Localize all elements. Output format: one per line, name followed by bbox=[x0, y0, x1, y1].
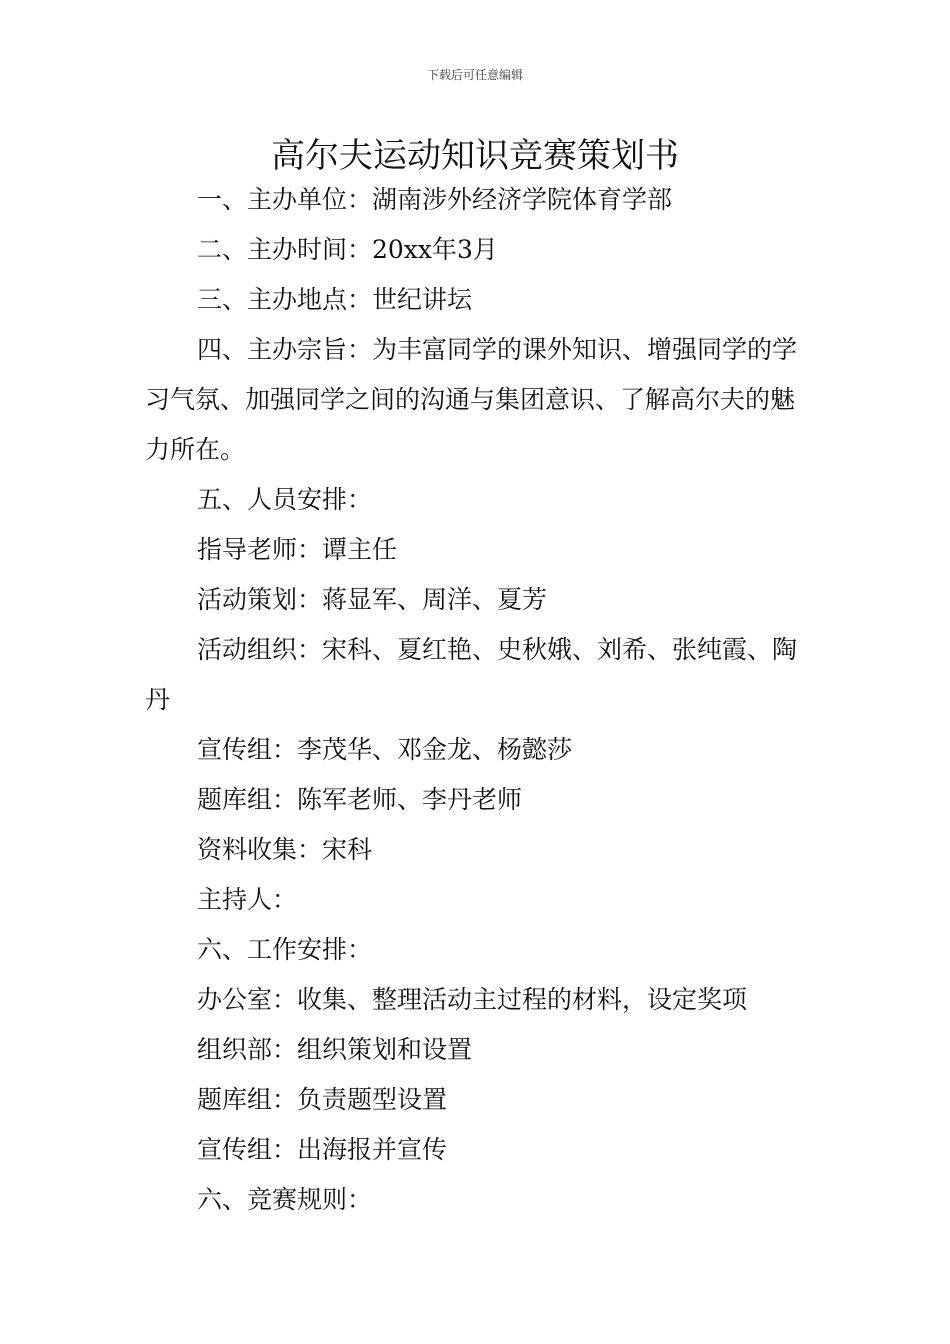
section-work-arrangement: 六、工作安排： bbox=[197, 935, 373, 964]
work-question-bank: 题库组：负责题型设置 bbox=[197, 1085, 448, 1114]
section-organizer: 一、主办单位：湖南涉外经济学院体育学部 bbox=[197, 185, 673, 214]
staff-question-bank: 题库组：陈军老师、李丹老师 bbox=[197, 785, 523, 814]
work-organization-dept: 组织部：组织策划和设置 bbox=[197, 1035, 473, 1064]
staff-materials: 资料收集：宋科 bbox=[197, 835, 373, 864]
document-body bbox=[145, 175, 815, 1225]
section-rules: 六、竞赛规则： bbox=[197, 1185, 373, 1214]
staff-advisor: 指导老师：谭主任 bbox=[197, 535, 398, 564]
staff-planning: 活动策划：蒋显军、周洋、夏芳 bbox=[197, 585, 548, 614]
section-purpose: 四、主办宗旨：为丰富同学的课外知识、增强同学的学习气氛、加强同学之间的沟通与集团意识、了解高尔夫的魅力所在。 bbox=[145, 335, 798, 464]
section-time: 二、主办时间：20xx年3月 bbox=[197, 235, 498, 264]
work-publicity: 宣传组：出海报并宣传 bbox=[197, 1135, 448, 1164]
work-office: 办公室：收集、整理活动主过程的材料，设定奖项 bbox=[197, 985, 748, 1014]
staff-publicity: 宣传组：李茂华、邓金龙、杨懿莎 bbox=[197, 735, 573, 764]
section-staffing: 五、人员安排： bbox=[197, 485, 373, 514]
staff-organization: 活动组织：宋科、夏红艳、史秋娥、刘希、张纯霞、陶丹 bbox=[145, 635, 798, 714]
section-location: 三、主办地点：世纪讲坛 bbox=[197, 285, 473, 314]
document-title: 高尔夫运动知识竞赛策划书 bbox=[271, 136, 679, 176]
staff-host: 主持人： bbox=[197, 885, 298, 914]
header-note: 下载后可任意编辑 bbox=[426, 68, 523, 82]
